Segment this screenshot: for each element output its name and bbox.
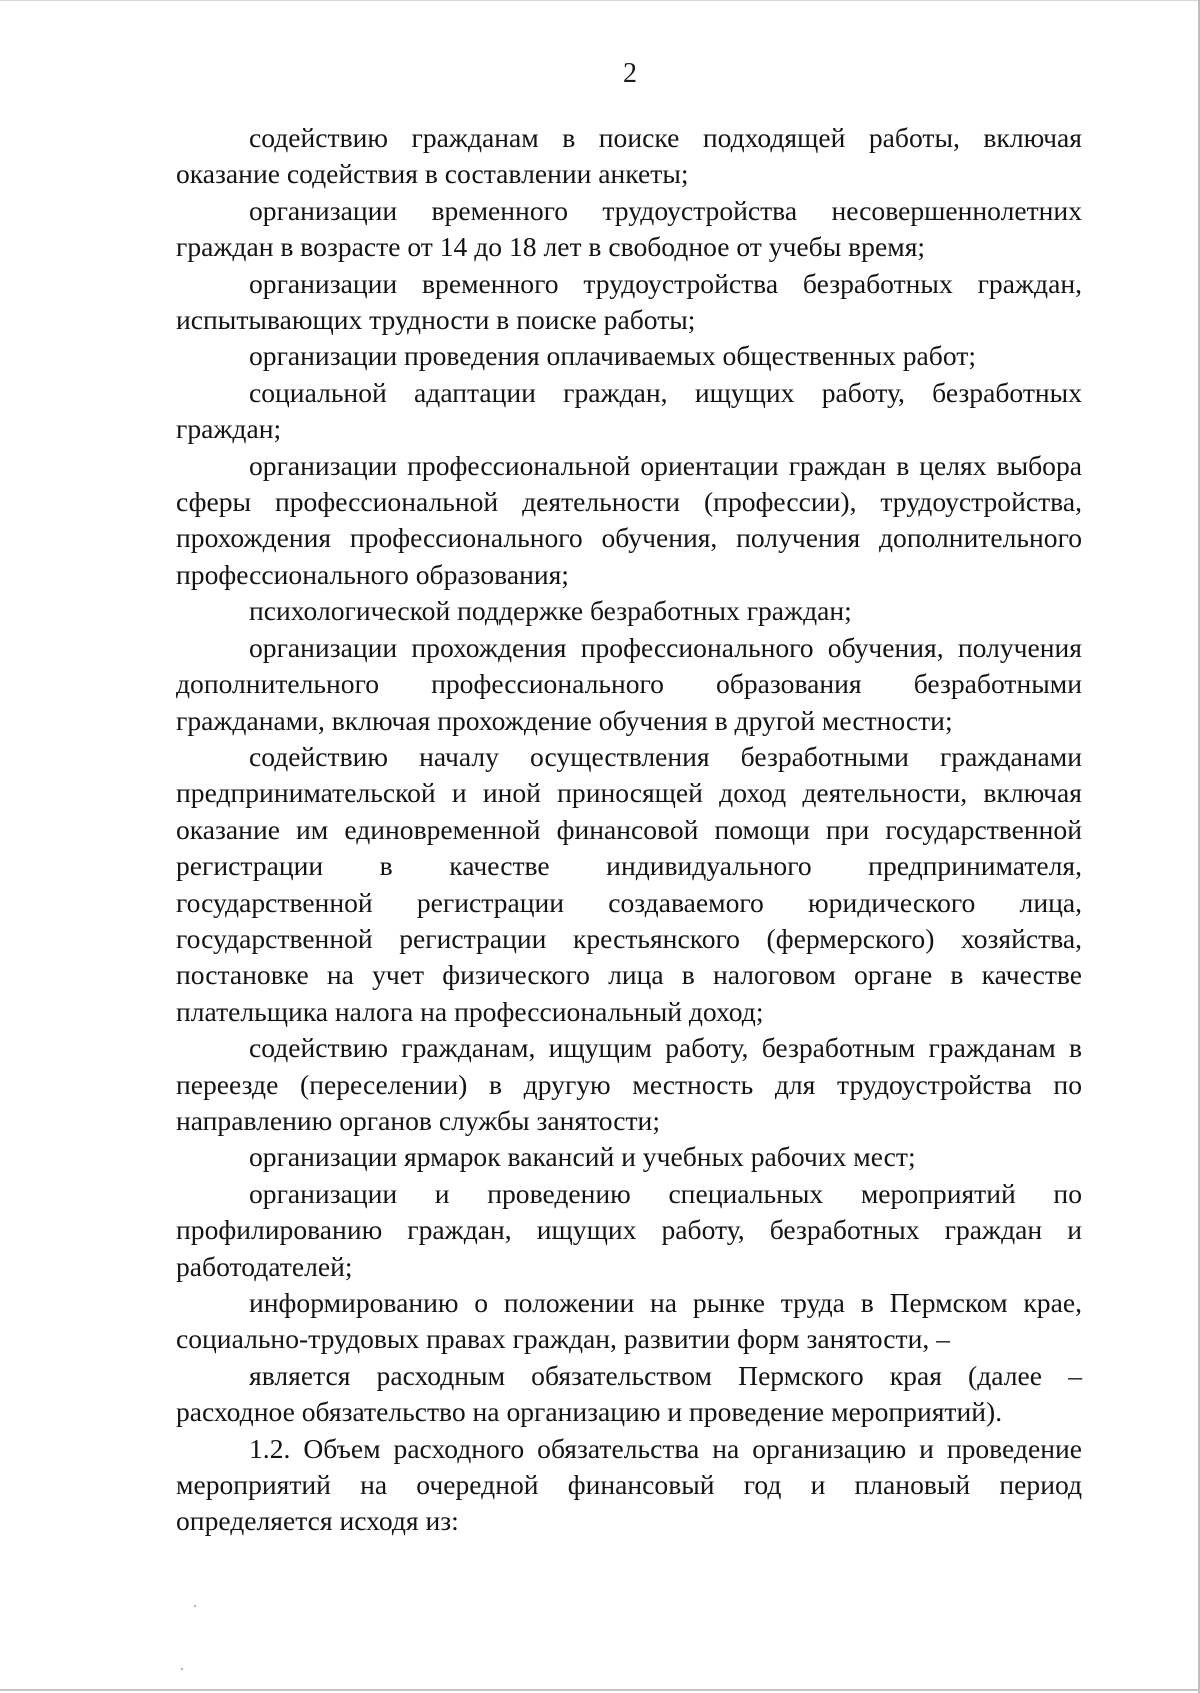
paragraph: социальной адаптации граждан, ищущих работу, безработных граждан;: [176, 376, 1082, 445]
paragraph: организации временного трудоустройства безработных граждан, испытывающих трудности в поиске работы;: [176, 267, 1082, 336]
paragraph: организации прохождения профессионального обучения, получения дополнительного профессионального образования безработными гражданами, включая прохождение обучения в другой местности;: [176, 631, 1082, 736]
paragraph: 1.2. Объем расходного обязательства на организацию и проведение мероприятий на очередной финансовый год и плановый период определяется исходя из:: [176, 1432, 1082, 1537]
scan-speck: [194, 1605, 196, 1607]
page-number: 2: [623, 58, 637, 89]
scan-speck: [181, 1668, 183, 1670]
document-body: [176, 120, 1082, 1540]
scan-edge-top: [0, 0, 1200, 1]
paragraph: организации ярмарок вакансий и учебных рабочих мест;: [249, 1141, 916, 1173]
paragraph: содействию гражданам, ищущим работу, безработным гражданам в переезде (переселении) в другую местность для трудоустройства по направлению органов службы занятости;: [176, 1032, 1082, 1136]
paragraph: организации временного трудоустройства несовершеннолетних граждан в возрасте от 14 до 18 лет в свободное от учебы время;: [176, 194, 1082, 263]
paragraph: информированию о положении на рынке труда в Пермском крае, социально-трудовых правах граждан, развитии форм занятости, –: [176, 1287, 1082, 1355]
paragraph: содействию гражданам в поиске подходящей работы, включая оказание содействия в составлении анкеты;: [176, 122, 1082, 190]
paragraph: является расходным обязательством Пермского края (далее – расходное обязательство на организацию и проведение мероприятий).: [176, 1359, 1082, 1428]
paragraph: организации проведения оплачиваемых общественных работ;: [249, 340, 976, 372]
paragraph: организации профессиональной ориентации граждан в целях выбора сферы профессиональной деятельности (профессии), трудоустройства, прохождения профессионального обучения, получения дополнительного профессионального образования;: [176, 449, 1082, 590]
paragraph: психологической поддержке безработных граждан;: [249, 595, 852, 627]
scan-edge-bottom: [0, 1689, 1200, 1691]
paragraph: организации и проведению специальных мероприятий по профилированию граждан, ищущих работу, безработных граждан и работодателей;: [176, 1177, 1082, 1282]
paragraph: содействию началу осуществления безработными гражданами предпринимательской и иной приносящей доход деятельности, включая оказание им единовременной финансовой помощи при государственной регистрации в качестве индивидуального предпринимателя, государственной регистрации создаваемого юридического лица, государственной регистрации крестьянского (фермерского) хозяйства, постановке на учет физического лица в налоговом органе в качестве плательщика налога на профессиональный доход;: [176, 740, 1082, 1027]
